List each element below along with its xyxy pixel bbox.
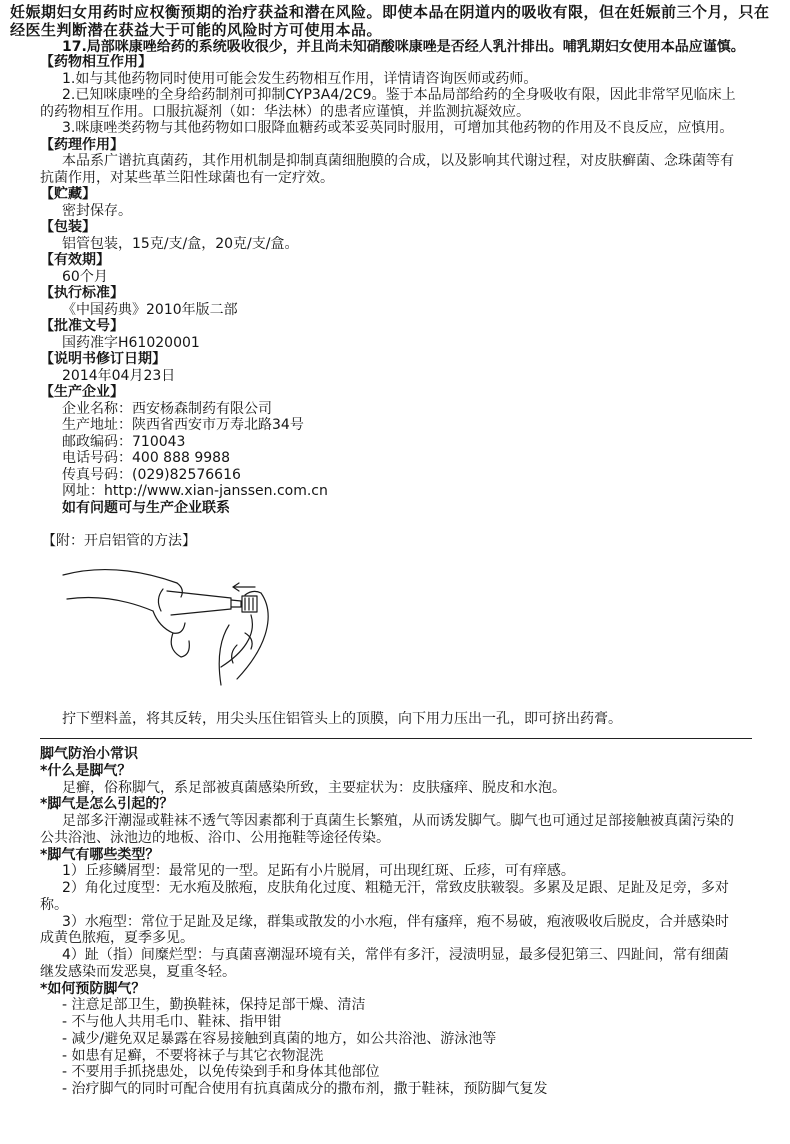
- tips-title: 脚气防治小常识: [40, 746, 138, 762]
- prevention-item: - 不要用手抓挠患处，以免传染到手和身体其他部位: [62, 1064, 380, 1081]
- company-address: 生产地址：陕西省西安市万寿北路34号: [62, 417, 304, 433]
- shelf-life-text: 60个月: [62, 268, 108, 285]
- storage-heading: 【贮藏】: [40, 186, 96, 202]
- right-hand-sketch: [219, 591, 268, 685]
- interactions-line: 3.咪康唑类药物与其他药物如口服降血糖药或苯妥英同时服用，可增加其他药物的作用及不良反应，应慎用。: [62, 120, 734, 136]
- interactions-line: 的药物相互作用。口服抗凝剂（如：华法林）的患者应谨慎，并监测抗凝效应。: [40, 103, 530, 120]
- manufacturer-heading: 【生产企业】: [40, 384, 124, 400]
- tube-opening-caption: 拧下塑料盖，将其反转，用尖头压住铝管头上的顶膜，向下用力压出一孔，即可挤出药膏。: [62, 711, 622, 727]
- tips-type-line: 称。: [40, 896, 68, 913]
- packaging-text: 铝管包装，15克/支/盒，20克/支/盒。: [62, 235, 299, 252]
- tips-question: *脚气是怎么引起的？: [40, 796, 174, 813]
- company-fax: 传真号码：(029)82576616: [62, 466, 241, 483]
- interactions-line: 2.已知咪康唑的全身给药制剂可抑制CYP3A4/2C9。鉴于本品局部给药的全身吸收有限，因此非常罕见临床上: [62, 87, 736, 103]
- company-postcode: 邮政编码：710043: [62, 433, 186, 450]
- lactation-note: 17.局部咪康唑给药的系统吸收很少，并且尚未知硝酸咪康唑是否经人乳汁排出。哺乳期妇女使用本品应谨慎。: [62, 39, 745, 55]
- packaging-heading: 【包装】: [40, 219, 96, 235]
- prevention-item: - 如患有足癣，不要将袜子与其它衣物混洗: [62, 1047, 324, 1064]
- pharmacology-heading: 【药理作用】: [40, 136, 124, 153]
- tips-answer-line: 足部多汗潮湿或鞋袜不透气等因素都利于真菌生长繁殖，从而诱发脚气。脚气也可通过足部接触被真菌污染的: [62, 813, 734, 829]
- tips-question: *脚气有哪些类型？: [40, 846, 160, 863]
- tips-type-line: 继发感染而发恶臭，夏重冬轻。: [40, 963, 236, 980]
- interactions-heading: 【药物相互作用】: [40, 54, 152, 70]
- shelf-life-heading: 【有效期】: [40, 252, 110, 268]
- prevention-item: - 治疗脚气的同时可配合使用有抗真菌成分的撒布剂，撒于鞋袜，预防脚气复发: [62, 1081, 548, 1097]
- tips-type-line: 3）水疱型：常位于足趾及足缘，群集或散发的小水疱，伴有瘙痒，疱不易破，疱液吸收后脱皮，合并感染时: [62, 913, 729, 930]
- left-hand-sketch: [63, 570, 189, 657]
- prevention-item: - 注意足部卫生，勤换鞋袜，保持足部干燥、清洁: [62, 997, 366, 1014]
- storage-text: 密封保存。: [62, 202, 132, 219]
- tips-question: *什么是脚气？: [40, 762, 132, 779]
- tips-type-line: 2）角化过度型：无水疱及脓疱，皮肤角化过度、粗糙无汗，常致皮肤皲裂。多累及足跟、足趾及足旁，多对: [62, 880, 729, 896]
- tube-opening-illustration: [55, 553, 295, 703]
- tips-type-line: 4）趾（指）间糜烂型：与真菌喜潮湿环境有关，常伴有多汗，浸渍明显，最多侵犯第三、四趾间，常有细菌: [62, 947, 729, 963]
- revision-date-heading: 【说明书修订日期】: [40, 351, 166, 367]
- tips-question: *如何预防脚气？: [40, 980, 146, 997]
- contact-note: 如有问题可与生产企业联系: [62, 499, 230, 516]
- tube-opening-heading: 【附：开启铝管的方法】: [42, 533, 196, 549]
- standard-heading: 【执行标准】: [40, 285, 124, 301]
- tube-opening-section: [0, 533, 790, 550]
- company-website: 网址：http://www.xian-janssen.com.cn: [62, 483, 328, 499]
- approval-heading: 【批准文号】: [40, 318, 124, 334]
- pregnancy-note-line: 妊娠期妇女用药时应权衡预期的治疗获益和潜在风险。即使本品在阴道内的吸收有限，但在妊娠前三个月，只在: [10, 3, 770, 21]
- precautions-continued: [0, 3, 790, 56]
- pregnancy-note-line: 经医生判断潜在获益大于可能的风险时方可使用本品。: [10, 21, 383, 39]
- approval-number: 国药准字H61020001: [62, 334, 200, 351]
- arrow-left-icon: [233, 583, 255, 591]
- standard-text: 《中国药典》2010年版二部: [62, 301, 238, 318]
- company-phone: 电话号码：400 888 9988: [62, 450, 230, 466]
- pharmacology-line: 本品系广谱抗真菌药，其作用机制是抑制真菌细胞膜的合成，以及影响其代谢过程，对皮肤癣菌、念珠菌等有: [62, 153, 734, 169]
- prevention-item: - 不与他人共用毛巾、鞋袜、指甲钳: [62, 1014, 282, 1030]
- tube-cap-sketch: [242, 596, 257, 612]
- tube-sketch: [167, 591, 241, 615]
- interactions-line: 1.如与其他药物同时使用可能会发生药物相互作用，详情请咨询医师或药师。: [62, 70, 538, 87]
- pharmacology-line: 抗菌作用，对某些革兰阳性球菌也有一定疗效。: [40, 169, 334, 186]
- athletes-foot-tips: [0, 746, 790, 1098]
- prevention-item: - 减少/避免双足暴露在容易接触到真菌的地方，如公共浴池、游泳池等: [62, 1030, 497, 1047]
- tips-answer-line: 公共浴池、泳池边的地板、浴巾、公用拖鞋等途径传染。: [40, 829, 390, 846]
- revision-date: 2014年04月23日: [62, 367, 176, 384]
- tips-type-line: 1）丘疹鳞屑型：最常见的一型。足跖有小片脱屑，可出现红斑、丘疹，可有痒感。: [62, 863, 575, 880]
- tube-opening-caption-block: [0, 711, 790, 728]
- insert-sections: [0, 54, 790, 516]
- tips-type-line: 成黄色脓疱，夏季多见。: [40, 930, 194, 947]
- section-divider: [40, 738, 752, 739]
- company-name: 企业名称：西安杨森制药有限公司: [62, 400, 272, 417]
- tips-answer-line: 足癣，俗称脚气，系足部被真菌感染所致，主要症状为：皮肤瘙痒、脱皮和水泡。: [62, 779, 566, 796]
